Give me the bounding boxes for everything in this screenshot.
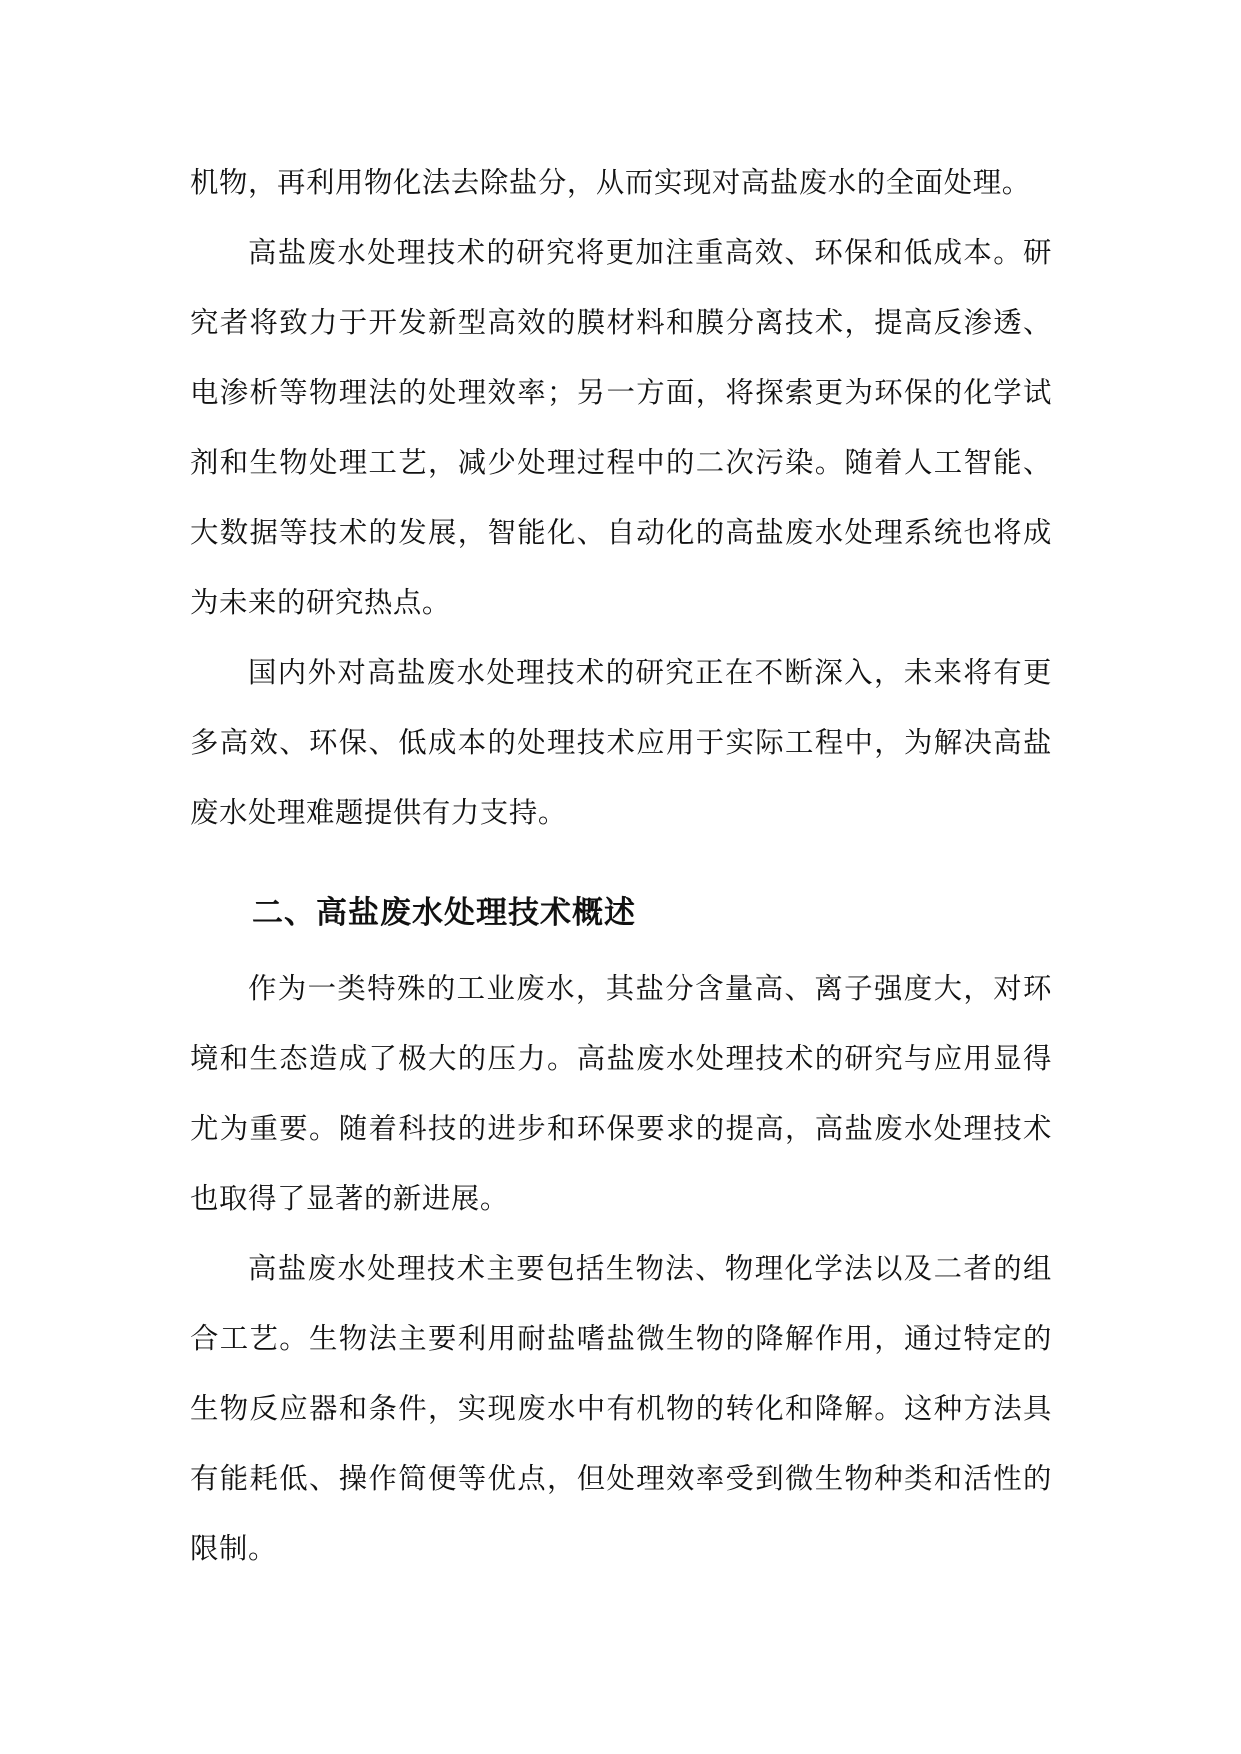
document-body — [190, 148, 1052, 1584]
paragraph-methods: 高盐废水处理技术主要包括生物法、物理化学法以及二者的组合工艺。生物法主要利用耐盐嗜盐微生物的降解作用，通过特定的生物反应器和条件，实现废水中有机物的转化和降解。这种方法具有能耗低、操作简便等优点，但处理效率受到微生物种类和活性的限制。 — [190, 1252, 1052, 1565]
section-heading: 二、高盐废水处理技术概述 — [252, 895, 636, 931]
paragraph-continued: 机物，再利用物化法去除盐分，从而实现对高盐废水的全面处理。 — [190, 166, 1031, 199]
paragraph-overview: 作为一类特殊的工业废水，其盐分含量高、离子强度大，对环境和生态造成了极大的压力。高盐废水处理技术的研究与应用显得尤为重要。随着科技的进步和环保要求的提高，高盐废水处理技术也取得了显著的新进展。 — [190, 972, 1052, 1215]
paragraph-research-trends: 高盐废水处理技术的研究将更加注重高效、环保和低成本。研究者将致力于开发新型高效的膜材料和膜分离技术，提高反渗透、电渗析等物理法的处理效率；另一方面，将探索更为环保的化学试剂和生物处理工艺，减少处理过程中的二次污染。随着人工智能、大数据等技术的发展，智能化、自动化的高盐废水处理系统也将成为未来的研究热点。 — [190, 236, 1052, 619]
spacer — [190, 848, 1052, 878]
paragraph-outlook: 国内外对高盐废水处理技术的研究正在不断深入，未来将有更多高效、环保、低成本的处理技术应用于实际工程中，为解决高盐废水处理难题提供有力支持。 — [190, 656, 1052, 829]
